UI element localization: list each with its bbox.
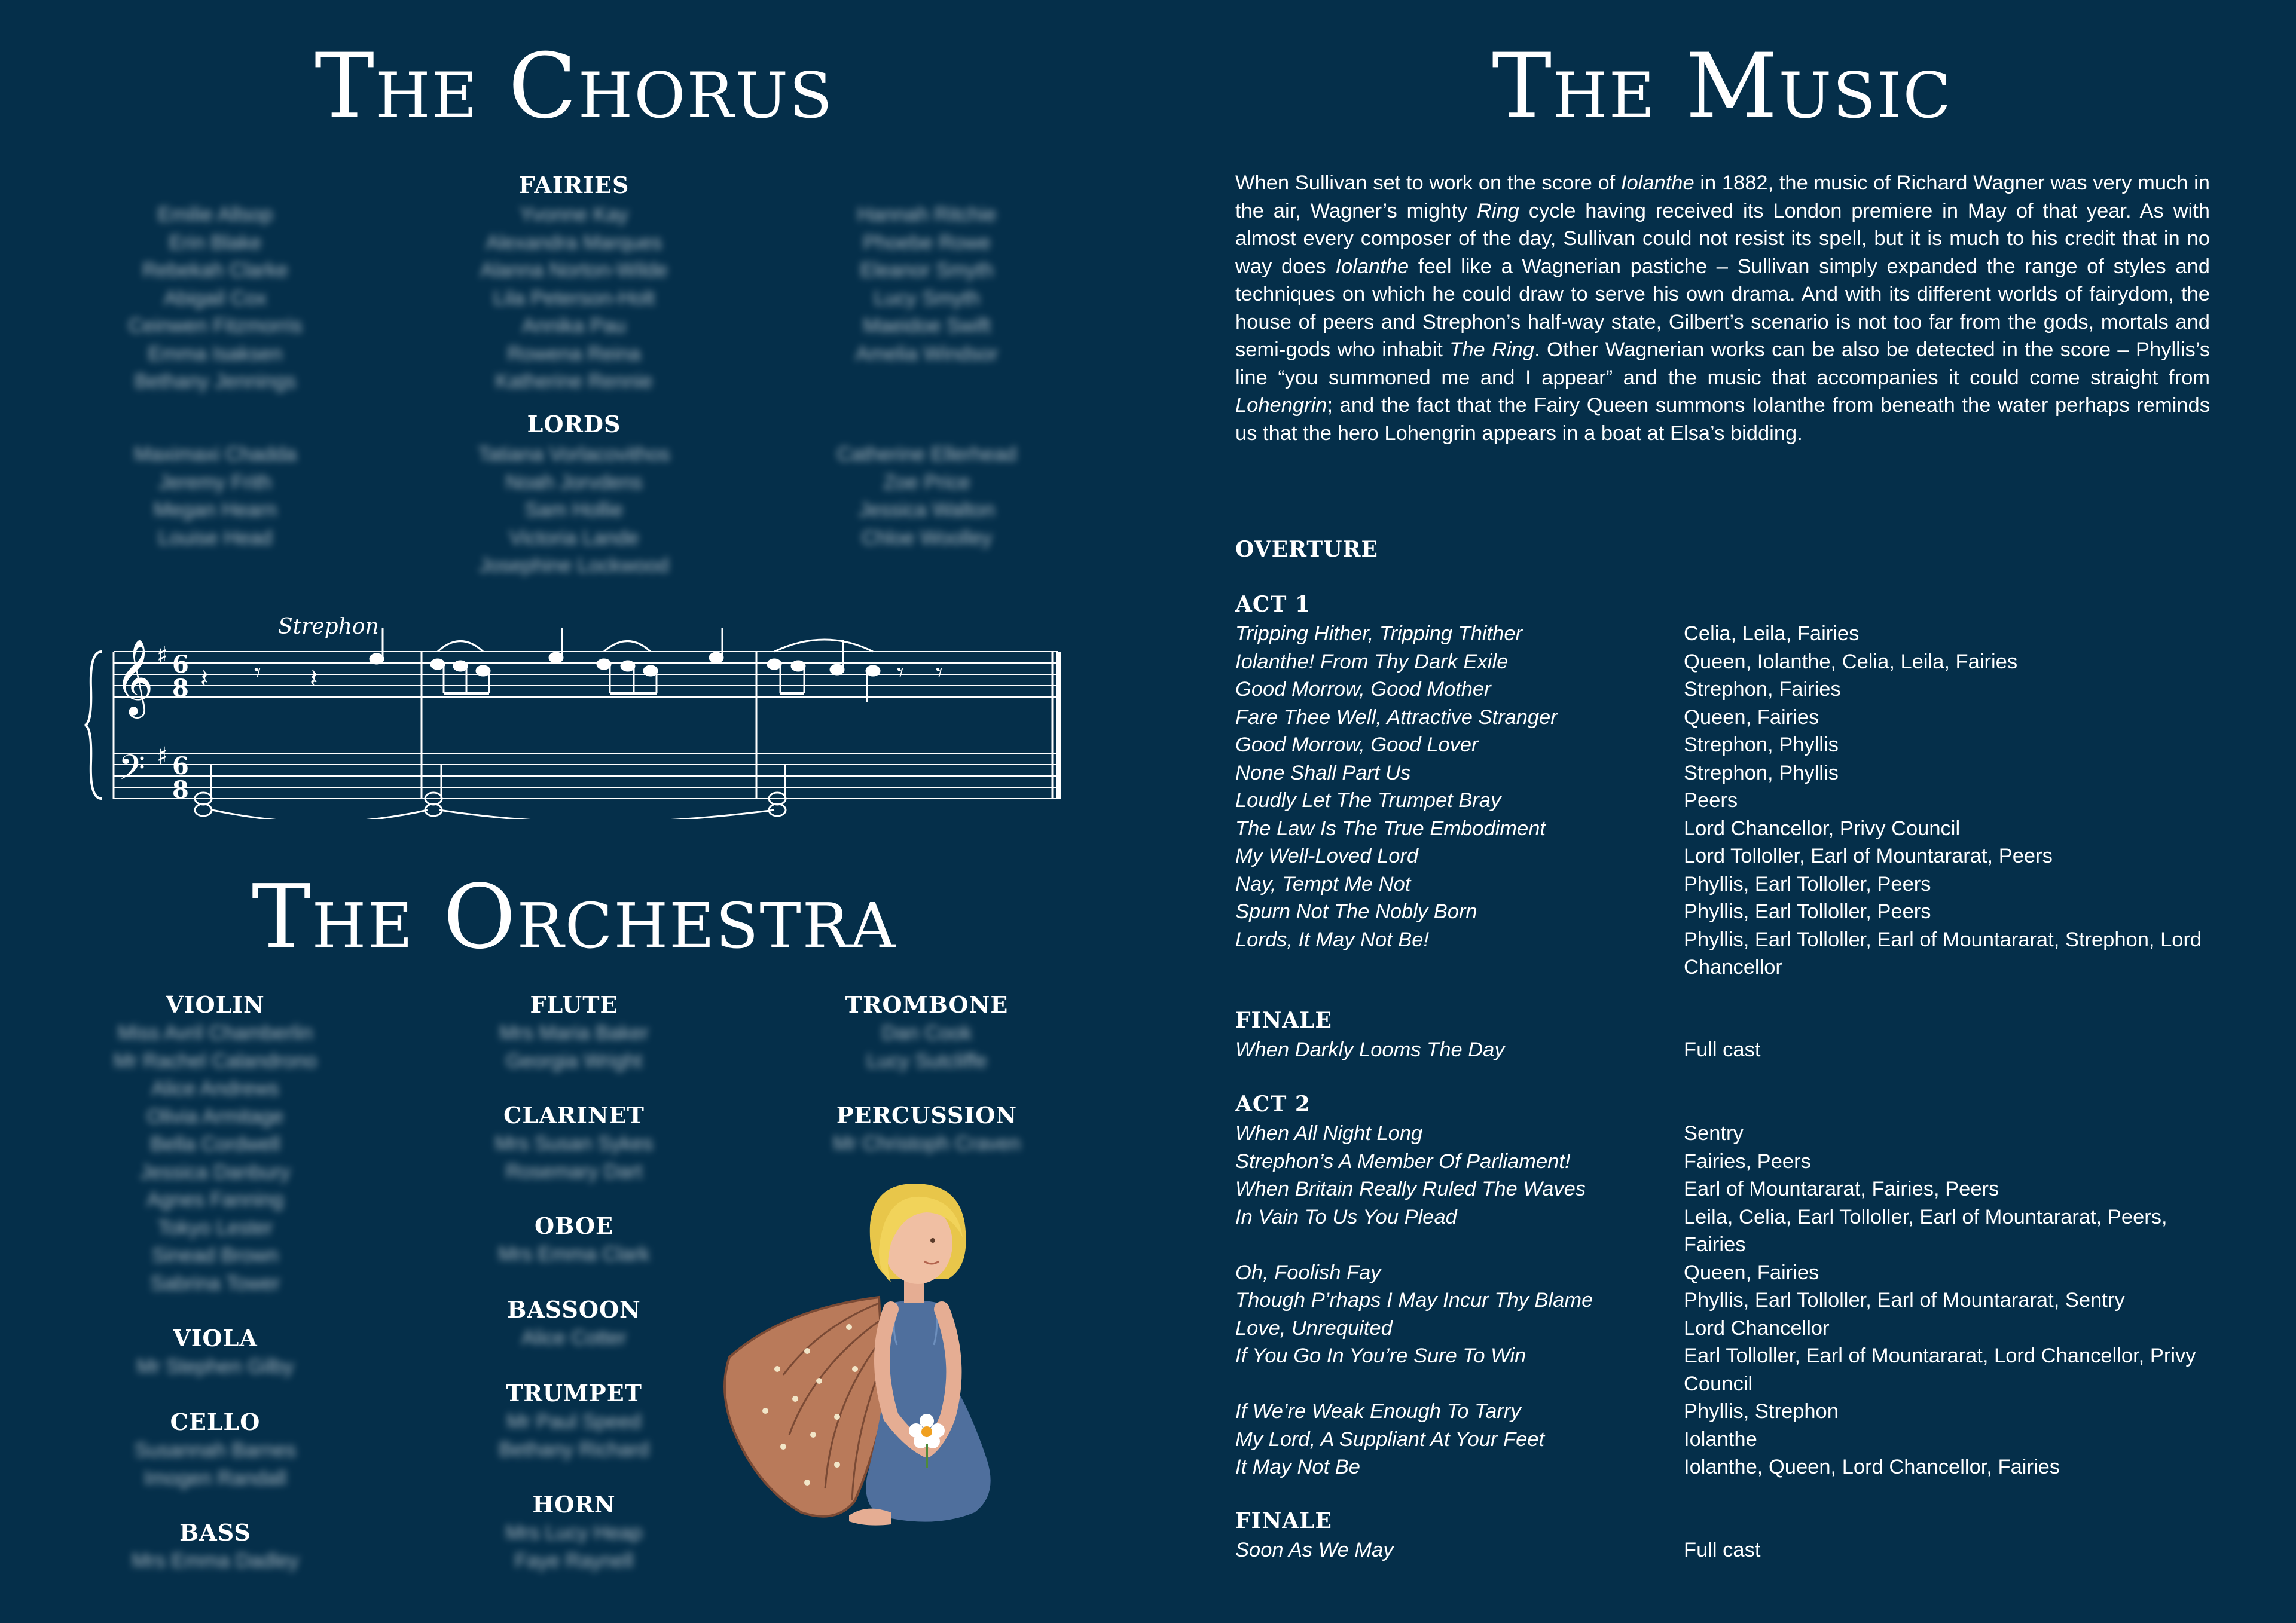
musician-name: Alice Cotter	[521, 1326, 627, 1349]
song-title: Fare Thee Well, Attractive Stranger	[1235, 705, 1558, 729]
musician-name: Louise Head	[158, 526, 273, 549]
musician-name: Rebekah Clarke	[142, 259, 288, 282]
finale1-heading: FINALE	[1235, 1008, 1332, 1033]
percussion-list	[777, 1130, 1076, 1158]
oboe-list	[425, 1240, 723, 1269]
lords-heading: LORDS	[527, 411, 621, 438]
musician-name: Victoria Lande	[509, 526, 639, 549]
fairies-list-col1	[66, 201, 365, 396]
clarinet-heading: CLARINET	[503, 1102, 645, 1129]
svg-text:8: 8	[172, 674, 189, 702]
musician-name: Chloe Woolley	[861, 526, 993, 549]
svg-text:6: 6	[172, 650, 189, 678]
musician-name: Olivia Armitage	[146, 1105, 284, 1128]
song-title: The Law Is The True Embodiment	[1235, 817, 1546, 840]
song-cast: Lord Chancellor, Privy Council	[1684, 817, 1961, 840]
lords-list-col1	[66, 441, 365, 552]
bassoon-heading: BASSOON	[507, 1296, 641, 1323]
song-title: Though P’rhaps I May Incur Thy Blame	[1235, 1289, 1593, 1312]
trombone-heading: TROMBONE	[845, 991, 1009, 1018]
music-title: The Music	[1492, 35, 1952, 139]
musician-name: Dan Cook	[881, 1022, 972, 1044]
song-cast: Iolanthe, Queen, Lord Chancellor, Fairies	[1684, 1456, 2060, 1478]
bassoon-list	[425, 1324, 723, 1352]
musician-name: Alexandra Marques	[486, 231, 662, 254]
song-title: Tripping Hither, Tripping Thither	[1235, 622, 1523, 645]
song-title: Oh, Foolish Fay	[1235, 1261, 1381, 1284]
musician-name: Bethany Richard	[499, 1438, 649, 1461]
song-cast: Full cast	[1684, 1539, 1761, 1561]
song-title: It May Not Be	[1235, 1456, 1360, 1478]
percussion-heading: PERCUSSION	[836, 1102, 1018, 1129]
musician-name: Mr Paul Speed	[506, 1410, 642, 1433]
svg-text:𝄾: 𝄾	[936, 658, 943, 688]
musician-name: Miss Avril Chamberlin	[117, 1022, 313, 1044]
staff-label-strephon: Strephon	[278, 615, 379, 639]
musician-name: Emma Isaksen	[148, 342, 283, 365]
act2-heading: ACT 2	[1235, 1092, 1311, 1117]
musician-name: Tatiana Vorlacovithos	[478, 443, 670, 466]
song-title: Love, Unrequited	[1235, 1316, 1393, 1340]
cello-heading: CELLO	[170, 1408, 261, 1435]
fairy-illustration	[712, 1178, 1094, 1560]
song-cast: Earl Tolloller, Earl of Mountararat, Lord Chancellor, Privy Council	[1684, 1344, 2196, 1395]
musician-name: Maeidoe Swift	[863, 314, 991, 337]
song-cast: Queen, Fairies	[1684, 705, 1819, 729]
musician-name: Abigail Cox	[164, 286, 267, 310]
musician-name: Katherine Rennie	[495, 370, 653, 393]
musician-name: Rosemary Dart	[505, 1160, 643, 1183]
song-title: In Vain To Us You Plead	[1235, 1205, 1457, 1228]
song-cast: Phyllis, Earl Tolloller, Peers	[1684, 872, 1931, 895]
musician-name: Hannah Ritchie	[857, 203, 997, 226]
song-cast: Leila, Celia, Earl Tolloller, Earl of Mountararat, Peers, Fairies	[1684, 1205, 2167, 1256]
svg-text:6: 6	[172, 752, 189, 780]
song-title: Soon As We May	[1235, 1539, 1394, 1561]
svg-text:𝄽: 𝄽	[200, 664, 209, 694]
musician-name: Mrs Emma Dadley	[132, 1549, 299, 1572]
musician-name: Sam Hollie	[524, 499, 624, 521]
treble-notes	[370, 628, 880, 702]
song-title: Good Morrow, Good Lover	[1235, 733, 1479, 756]
trumpet-heading: TRUMPET	[506, 1380, 642, 1407]
musician-name: Alanna Norton-Wilde	[480, 259, 668, 282]
song-title: Strephon’s A Member Of Parliament!	[1235, 1150, 1571, 1173]
violin-heading: VIOLIN	[166, 991, 265, 1018]
fairies-list-col3	[777, 201, 1076, 368]
musician-name: Sinead Brown	[152, 1244, 279, 1267]
svg-text:♯: ♯	[157, 642, 169, 670]
musician-name: Susannah Barnes	[134, 1439, 297, 1462]
music-staff	[84, 604, 1064, 819]
musician-name: Jessica Danbury	[140, 1160, 291, 1184]
musician-name: Yvonne Kay	[520, 203, 628, 226]
song-cast: Peers	[1684, 789, 1738, 812]
musician-name: Noah Jorvdens	[505, 470, 643, 494]
song-cast: Lord Tolloller, Earl of Mountararat, Peers	[1684, 845, 2053, 867]
musician-name: Jessica Walton	[859, 499, 995, 521]
musician-name: Ceinwen Fitzmorris	[128, 314, 303, 337]
musician-name: Megan Hearn	[153, 499, 277, 521]
song-cast: Phyllis, Strephon	[1684, 1400, 1839, 1423]
finale2-heading: FINALE	[1235, 1508, 1332, 1533]
song-title: Good Morrow, Good Mother	[1235, 678, 1491, 701]
trombone-list	[777, 1019, 1076, 1075]
system-brace	[85, 652, 102, 799]
musician-name: Zoe Price	[883, 470, 970, 494]
song-title: When Britain Really Ruled The Waves	[1235, 1178, 1586, 1200]
musician-name: Mrs Maria Baker	[499, 1022, 649, 1044]
cello-list	[66, 1436, 365, 1492]
lords-list-col3	[777, 441, 1076, 552]
musician-name: Mr Christoph Craven	[833, 1132, 1021, 1155]
musician-name: Josephine Lockwood	[479, 554, 669, 577]
flute-list	[425, 1019, 723, 1075]
chorus-title: The Chorus	[315, 35, 833, 139]
musician-name: Bethany Jennings	[134, 370, 297, 393]
lords-list-col2	[425, 441, 723, 580]
musician-name: Maximaxi Chadda	[133, 443, 297, 466]
song-cast: Phyllis, Earl Tolloller, Earl of Mountararat, Strephon, Lord Chancellor	[1684, 928, 2202, 979]
song-title: If We’re Weak Enough To Tarry	[1235, 1400, 1521, 1423]
fairies-heading: FAIRIES	[518, 172, 630, 198]
song-cast: Phyllis, Earl Tolloller, Peers	[1684, 900, 1931, 923]
song-title: My Well-Loved Lord	[1235, 845, 1419, 867]
song-title: Lords, It May Not Be!	[1235, 928, 1430, 951]
song-title: Iolanthe! From Thy Dark Exile	[1235, 650, 1509, 673]
song-cast: Full cast	[1684, 1038, 1761, 1061]
song-title: When All Night Long	[1235, 1122, 1423, 1145]
song-cast: Earl of Mountararat, Fairies, Peers	[1684, 1178, 1999, 1200]
svg-text:𝄾: 𝄾	[897, 658, 904, 688]
musician-name: Lucy Smyth	[874, 286, 980, 310]
song-cast: Strephon, Phyllis	[1684, 733, 1839, 756]
fairies-list-col2	[425, 201, 723, 396]
horn-list	[425, 1519, 723, 1575]
musician-name: Mr Stephen Gilby	[136, 1355, 294, 1378]
song-title: None Shall Part Us	[1235, 761, 1411, 784]
treble-clef-icon: 𝄞	[115, 638, 154, 715]
horn-heading: HORN	[532, 1491, 616, 1518]
musician-name: Imogen Randall	[144, 1466, 287, 1490]
musician-name: Agnes Fanning	[146, 1188, 284, 1211]
song-cast: Strephon, Phyllis	[1684, 761, 1839, 784]
trumpet-list	[425, 1408, 723, 1463]
musician-name: Lucy Sutcliffe	[866, 1049, 987, 1072]
song-cast: Queen, Iolanthe, Celia, Leila, Fairies	[1684, 650, 2018, 673]
song-cast: Iolanthe	[1684, 1428, 1757, 1451]
music-intro-paragraph: When Sullivan set to work on the score of Iolanthe in 1882, the music of Richard Wagner was very much in the air, Wagner’s mighty Ring cycle having received its London premiere in May of that year. As with almost every composer of the day, Sullivan could not resist its spell, but it is much to his credit that in no way does Iolanthe feel like a Wagnerian pastiche – Sullivan simply expanded the range of styles and techniques on which he could draw to serve his own drama. And with its different worlds of fairydom, the house of peers and Strephon’s half-way state, Gilbert’s scenario is not too far from the gods, mortals and semi-gods who inhabit The Ring. Other Wagnerian works can be also be detected in the score – Phyllis’s line “you summoned me and I appear” and the music that accompanies it could come straight from Lohengrin; and the fact that the Fairy Queen summons Iolanthe from beneath the water perhaps reminds us that the hero Lohengrin appears in a boat at Elsa’s bidding.	[1235, 172, 2210, 445]
musician-name: Erin Blake	[169, 231, 262, 254]
bass-list	[66, 1547, 365, 1575]
song-title: My Lord, A Suppliant At Your Feet	[1235, 1428, 1545, 1451]
svg-text:𝄾: 𝄾	[254, 658, 261, 688]
musician-name: Alice Andrews	[151, 1077, 279, 1100]
musician-name: Phoebe Rowe	[863, 231, 991, 254]
song-cast: Sentry	[1684, 1122, 1744, 1145]
song-cast: Lord Chancellor	[1684, 1316, 1830, 1340]
bass-clef-icon: 𝄢	[118, 747, 146, 796]
musician-name: Lila Peterson-Holt	[493, 286, 655, 310]
violin-list	[66, 1019, 365, 1297]
musician-name: Mrs Lucy Heap	[505, 1521, 643, 1544]
song-cast: Strephon, Fairies	[1684, 678, 1841, 701]
svg-text:𝄽: 𝄽	[310, 664, 318, 694]
song-title: If You Go In You’re Sure To Win	[1235, 1344, 1526, 1367]
musician-name: Amelia Windsor	[855, 342, 999, 365]
musician-name: Mrs Susan Sykes	[494, 1132, 654, 1155]
song-cast: Phyllis, Earl Tolloller, Earl of Mountararat, Sentry	[1684, 1289, 2125, 1312]
svg-text:8: 8	[172, 776, 189, 804]
musician-name: Tokyo Lester	[157, 1216, 273, 1239]
bass-notes	[195, 765, 786, 816]
song-title: Nay, Tempt Me Not	[1235, 872, 1411, 895]
song-cast: Fairies, Peers	[1684, 1150, 1811, 1173]
song-title: Spurn Not The Nobly Born	[1235, 900, 1477, 923]
music-staff-svg	[84, 604, 1064, 819]
musician-name: Catherine Ellerhead	[836, 443, 1017, 466]
bass-heading: BASS	[179, 1519, 251, 1546]
clarinet-list	[425, 1130, 723, 1185]
song-cast: Celia, Leila, Fairies	[1684, 622, 1860, 645]
musician-name: Jeremy Frith	[158, 470, 272, 494]
song-title: When Darkly Looms The Day	[1235, 1038, 1505, 1061]
bass-staff-lines	[114, 753, 1058, 799]
orchestra-title: The Orchestra	[251, 866, 897, 968]
viola-list	[66, 1353, 365, 1381]
musician-name: Eleanor Smyth	[860, 259, 994, 282]
overture-heading: OVERTURE	[1235, 537, 1378, 562]
oboe-heading: OBOE	[535, 1212, 613, 1239]
song-title: Loudly Let The Trumpet Bray	[1235, 789, 1501, 812]
musician-name: Mrs Emma Clark	[498, 1243, 650, 1266]
viola-heading: VIOLA	[173, 1325, 258, 1352]
svg-text:♯: ♯	[157, 742, 169, 770]
act1-heading: ACT 1	[1235, 592, 1311, 617]
musician-name: Bella Cordwell	[150, 1133, 280, 1156]
musician-name: Georgia Wright	[505, 1049, 643, 1072]
musician-name: Emilie Allsop	[157, 203, 273, 226]
song-cast: Queen, Fairies	[1684, 1261, 1819, 1284]
flute-heading: FLUTE	[530, 991, 618, 1018]
musician-name: Rowena Reina	[507, 342, 641, 365]
musician-name: Faye Raynell	[514, 1549, 634, 1572]
musician-name: Mr Rachel Calandrono	[113, 1049, 317, 1072]
musician-name: Sabrina Tower	[150, 1271, 280, 1295]
musician-name: Annika Pau	[522, 314, 626, 337]
